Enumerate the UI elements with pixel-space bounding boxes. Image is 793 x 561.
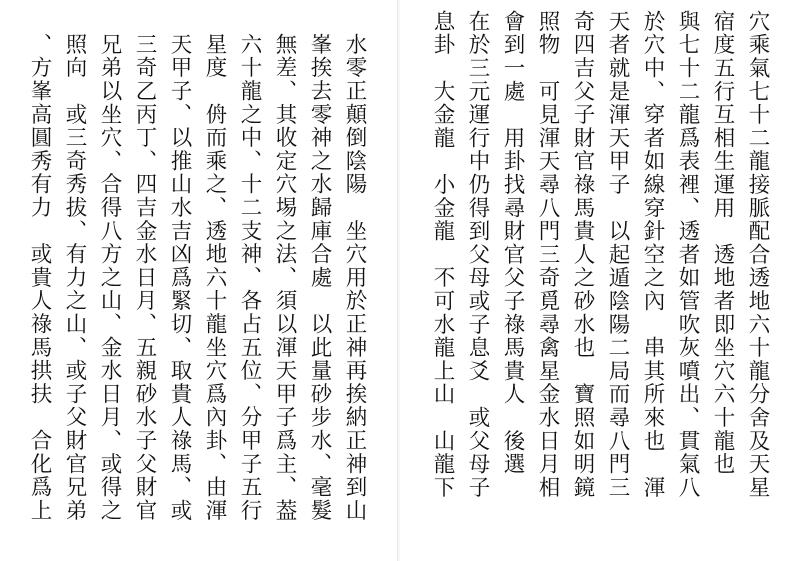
right-column-4: 於穴中、穿者如線穿針空之內 串其所來也 渾: [640, 10, 665, 500]
right-column-1: 穴乘氣七十二龍接脈配合透地六十龍分舍及天星: [745, 10, 770, 500]
right-column-8: 會到一處 用卦找尋財官父子祿馬貴人 後選: [500, 10, 525, 476]
right-column-2: 宿度五行互相生運用 透地者即坐穴六十龍也: [710, 10, 735, 476]
right-column-6: 奇四吉父子財官祿馬貴人之砂水也 寶照如明鏡: [570, 10, 595, 500]
left-column-1: 水零正顛倒陰陽 坐穴用於正神再挨納正神到山: [342, 33, 367, 523]
left-column-8: 兄弟以坐穴、合得八方之山、金水日月、或得之: [97, 33, 122, 523]
right-column-7: 照物 可見渾天尋八門三奇覓尋禽星金水日月相: [535, 10, 560, 500]
right-column-10: 息卦 大金龍 小金龍 不可水龍上山 山龍下: [430, 10, 455, 500]
right-page: [397, 0, 793, 561]
right-column-9: 在於三元運行中仍得到父母或子息爻 或父母子: [465, 10, 490, 500]
right-column-3: 與七十二龍爲表裡、透者如管吹灰噴出、貫氣八: [675, 10, 700, 500]
left-column-5: 星度 侜而乘之、透地六十龍坐穴爲內卦、由渾: [202, 33, 227, 523]
left-column-9: 照向 或三奇秀拔、有力之山、或子父財官兄弟: [62, 33, 87, 523]
left-column-7: 三奇乙丙丁、四吉金水日月、五親砂水子父財官: [132, 33, 157, 523]
page-gutter: [397, 0, 400, 561]
left-column-2: 峯挨去零神之水歸庫合處 以此量砂步水、毫髮: [307, 33, 332, 523]
left-page: [0, 0, 396, 561]
left-column-4: 六十龍之中、十二支神、各占五位、分甲子五行: [237, 33, 262, 523]
left-column-3: 無差、其收定穴埸之法、須以渾天甲子爲主、葢: [272, 33, 297, 523]
right-column-5: 天者就是渾天甲子 以起遁陰陽二局而尋八門三: [605, 10, 630, 500]
left-column-10: 、方峯高圓秀有力 或貴人祿馬拱扶 合化爲上: [27, 33, 52, 523]
left-column-6: 天甲子、以推山水吉凶爲緊切、取貴人祿馬、或: [167, 33, 192, 523]
